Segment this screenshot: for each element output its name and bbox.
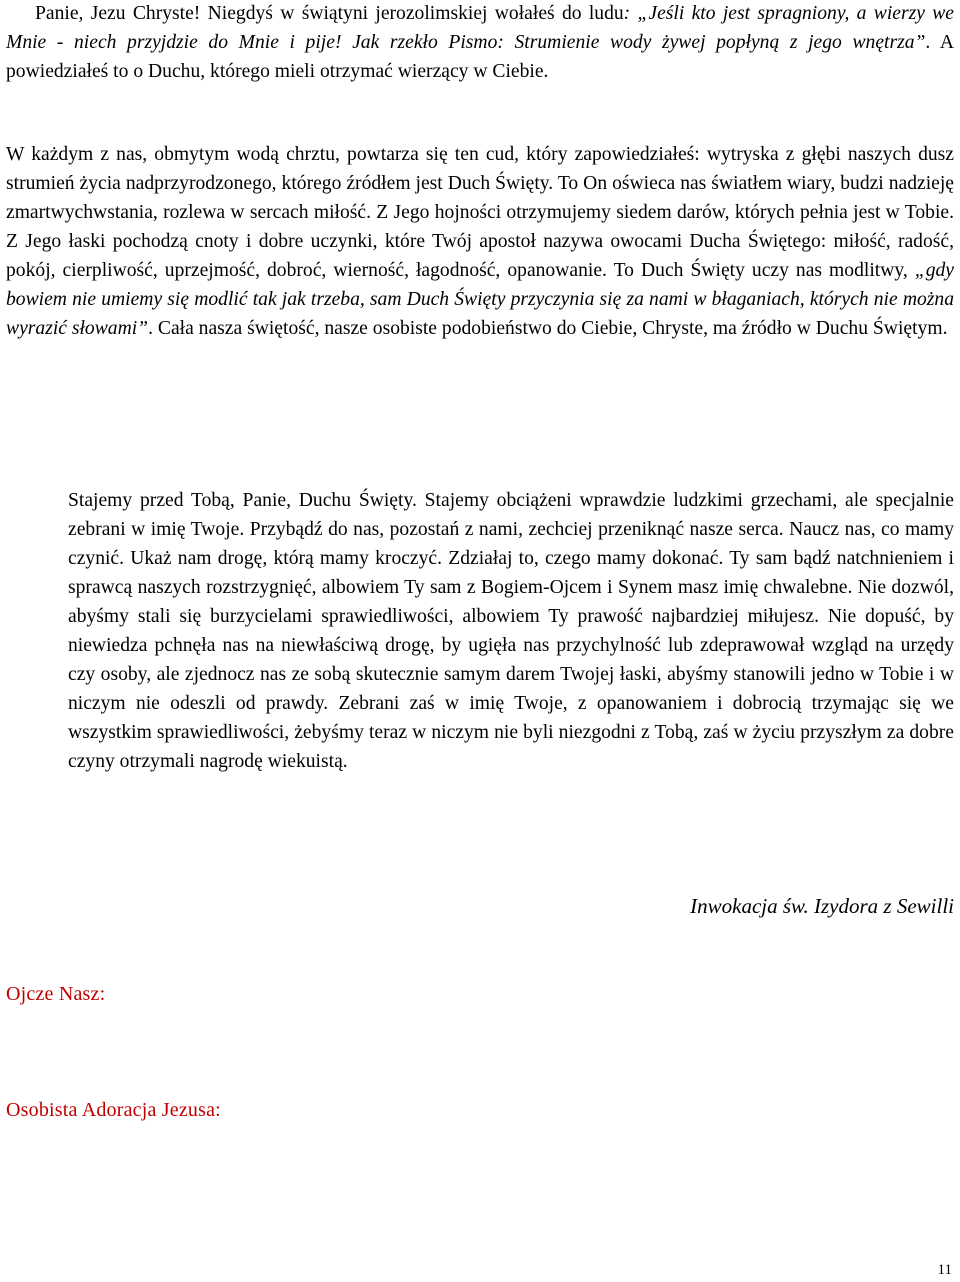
page-number: 11 xyxy=(937,1262,952,1278)
intro-paragraph xyxy=(6,0,954,86)
body-text-1: W każdym z nas, obmytym wodą chrztu, powtarza się ten cud, który zapowiedziałeś: wytryska z głębi naszych dusz strumień życia nadprzyrodzonego, którego źródłem jest Duch Święty. To On oświeca nas światłem wiary, budzi nadzieję zmartwychwstania, rozlewa w sercach miłość. Z Jego hojności otrzymujemy siedem darów, których pełnia jest w Tobie. Z Jego łaski pochodzą cnoty i dobre uczynki, które Twój apostoł nazywa owocami Ducha Świętego: miłość, radość, pokój, cierpliwość, uprzejmość, dobroć, wierność, łagodność, opanowanie. To Duch Święty uczy nas modlitwy, xyxy=(6,144,954,281)
prayer-attribution: Inwokacja św. Izydora z Sewilli xyxy=(690,894,954,918)
body-paragraph xyxy=(6,140,954,343)
body-quote: „gdy bowiem nie umiemy się modlić tak jak trzeba, sam Duch Święty przyczynia się za nami w błaganiach, których nie można wyrazić słowami” xyxy=(6,260,954,339)
heading-osobista-adoracja: Osobista Adoracja Jezusa: xyxy=(6,1099,221,1121)
heading-ojcze-nasz: Ojcze Nasz: xyxy=(6,983,106,1005)
prayer-paragraph: Stajemy przed Tobą, Panie, Duchu Święty. Stajemy obciążeni wprawdzie ludzkimi grzechami, ale specjalnie zebrani w imię Twoje. Przybądź do nas, pozostań z nami, zechciej przeniknąć nasze serca. Naucz nas, co mamy czynić. Ukaż nam drogę, którą mamy kroczyć. Zdziałaj to, czego mamy dokonać. Ty sam bądź natchnieniem i sprawcą naszych rozstrzygnięć, albowiem Ty sam z Bogiem-Ojcem i Synem masz imię chwalebne. Nie dozwól, abyśmy stali się burzycielami sprawiedliwości, albowiem Ty prawość najbardziej miłujesz. Nie dopuść, by niewiedza pchnęła nas na niewłaściwą drogę, by ugięła nas przychylność lub zdeprawował wzgląd na urzędy czy osoby, ale zjednocz nas ze sobą skutecznie samym darem Twojej łaski, abyśmy stanowili jedno w Tobie i w niczym nie odeszli od prawdy. Zebrani zaś w imię Twoje, z opanowaniem i dobrocią trzymając się we wszystkim sprawiedliwości, żebyśmy teraz w niczym nie byli niezgodni z Tobą, zaś w życiu przyszłym za dobre czyny otrzymali nagrodę wiekuistą. xyxy=(68,490,954,772)
intro-quote: : „Jeśli kto jest spragniony, a wierzy we Mnie - niech przyjdzie do Mnie i pije! Jak rzekło Pismo: Strumienie wody żywej popłyną z jego wnętrza” xyxy=(6,3,954,53)
intro-text-2: . A powiedziałeś to o Duchu, którego mieli otrzymać wierzący w Ciebie. xyxy=(6,32,954,82)
body-text-2: . Cała nasza świętość, nasze osobiste podobieństwo do Ciebie, Chryste, ma źródło w Duchu Świętym. xyxy=(148,318,948,339)
intro-text-1: Panie, Jezu Chryste! Niegdyś w świątyni jerozolimskiej wołałeś do ludu xyxy=(35,3,624,24)
